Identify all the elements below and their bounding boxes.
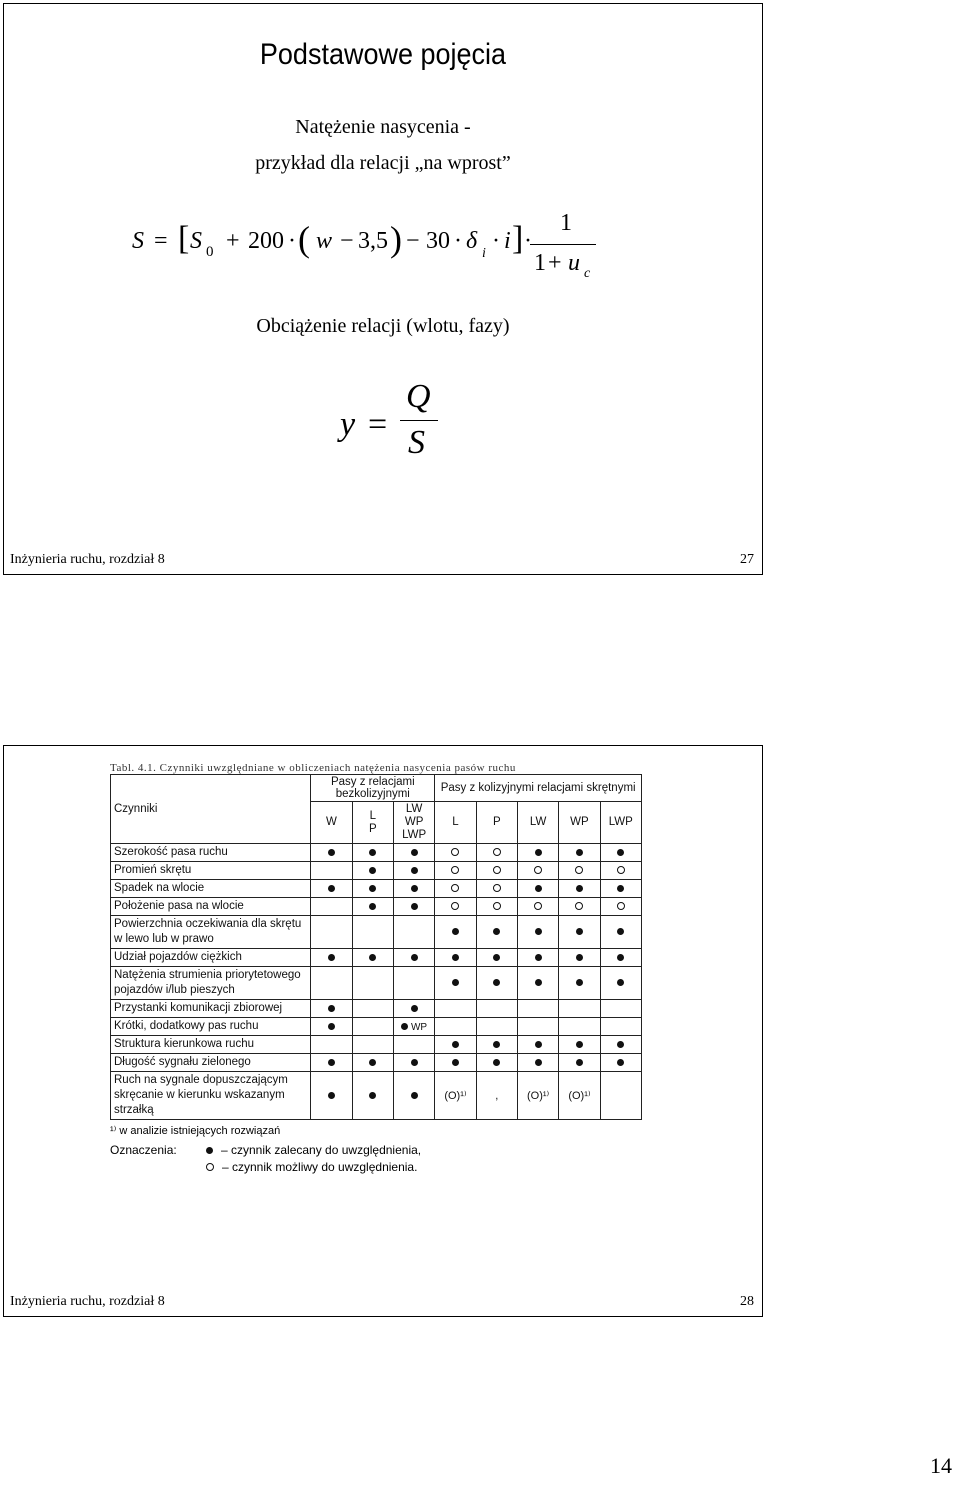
filled-dot-icon [617,954,624,961]
factor-cell [559,1000,600,1018]
factor-cell [600,949,641,967]
formula-plus: + [226,228,240,254]
factor-cell [517,1018,558,1036]
factor-cell [517,1000,558,1018]
factor-cell: (O)¹⁾ [517,1072,558,1120]
factor-cell [393,844,434,862]
factor-cell [559,880,600,898]
filled-dot-icon [369,1059,376,1066]
factor-label: Natężenia strumienia priorytetowego pojazdów i/lub pieszych [111,967,311,1000]
fraction-den-u: u [568,250,580,276]
factor-cell [311,1072,352,1120]
filled-dot-icon [535,928,542,935]
column-header: LWP [600,802,641,844]
factor-cell [393,898,434,916]
factor-cell [476,880,517,898]
filled-dot-icon [328,954,335,961]
factor-label: Ruch na sygnale dopuszczającym skręcanie w kierunku wskazanym strzałką [111,1072,311,1120]
filled-dot-icon [535,1059,542,1066]
factor-cell [352,949,393,967]
footer-chapter: Inżynieria ruchu, rozdział 8 [10,1294,165,1309]
footnote: ¹⁾ w analizie istniejących rozwiązań [110,1125,281,1137]
factor-cell [559,949,600,967]
filled-dot-icon [493,1041,500,1048]
filled-dot-icon [452,1041,459,1048]
fraction-den-1: 1 [534,250,546,276]
factor-cell [600,880,641,898]
factor-label: Spadek na wlocie [111,880,311,898]
factor-cell [352,967,393,1000]
factor-label: Długość sygnału zielonego [111,1054,311,1072]
empty-circle-icon [617,866,625,874]
filled-dot-icon [328,1059,335,1066]
factor-cell [352,916,393,949]
factor-cell [600,862,641,880]
empty-circle-icon [493,902,501,910]
table-row [111,844,642,862]
slide-number: 27 [740,552,754,567]
empty-circle-icon [451,884,459,892]
factor-cell [352,1054,393,1072]
formula-S0: S [190,228,202,254]
factor-cell [476,967,517,1000]
subtitle-load: Obciążenie relacji (wlotu, fazy) [256,315,510,337]
filled-dot-icon [369,1092,376,1099]
filled-dot-icon [411,849,418,856]
formula-S: S [132,228,144,254]
factor-label: Szerokość pasa ruchu [111,844,311,862]
filled-dot-icon [411,1059,418,1066]
formula-dot-3: · [492,228,500,254]
fraction-den-sub: c [584,266,591,281]
factor-cell [600,916,641,949]
empty-circle-icon [575,866,583,874]
filled-dot-icon [493,954,500,961]
subtitle-saturation-flow: Natężenie nasycenia - [295,116,471,138]
factor-cell [435,898,476,916]
filled-dot-icon [493,1059,500,1066]
factor-cell [476,1036,517,1054]
factor-cell [352,862,393,880]
factor-cell [517,949,558,967]
filled-dot-icon [452,979,459,986]
formula-delta: δ [466,228,478,254]
empty-circle-icon [451,848,459,856]
column-header: P [476,802,517,844]
factor-cell [435,1036,476,1054]
legend-ring-text: – czynnik możliwy do uwzględnienia. [222,1160,418,1174]
formula-y: y [340,406,356,443]
legend-dot-text: – czynnik zalecany do uwzględnienia, [221,1143,422,1157]
empty-circle-icon [493,866,501,874]
factor-cell [311,916,352,949]
factor-cell [311,967,352,1000]
column-header: W [311,802,352,844]
filled-dot-icon [411,867,418,874]
factor-cell [435,949,476,967]
factors-table [110,774,642,1120]
factor-cell [476,1000,517,1018]
factor-cell [393,916,434,949]
filled-dot-icon [452,954,459,961]
formula-dot-4: · [524,228,532,254]
factor-cell [311,1054,352,1072]
filled-dot-icon [617,979,624,986]
table-row [111,1054,642,1072]
filled-dot-icon [576,979,583,986]
factor-cell [600,967,641,1000]
factor-cell [559,967,600,1000]
fraction-den-plus: + [548,250,562,276]
factor-cell [435,1054,476,1072]
factor-cell [435,1000,476,1018]
factor-cell [311,1018,352,1036]
filled-dot-icon [617,928,624,935]
footer-chapter: Inżynieria ruchu, rozdział 8 [10,552,165,567]
factor-cell [476,949,517,967]
empty-circle-icon [534,866,542,874]
saturation-flow-formula [132,210,612,290]
formula-delta-sub: i [482,246,486,261]
slide-27 [3,3,763,575]
filled-dot-icon [411,903,418,910]
fraction-numerator: 1 [560,210,572,236]
slide-title: Podstawowe pojęcia [259,38,507,71]
formula-200: 200 [248,228,284,254]
header-czynniki: Czynniki [111,775,311,844]
empty-circle-icon [493,848,501,856]
factor-cell [435,880,476,898]
factor-cell [393,1000,434,1018]
factor-cell [393,949,434,967]
table-caption: Tabl. 4.1. Czynniki uwzględniane w obliczeniach natężenia nasycenia pasów ruchu [110,762,516,774]
factor-label: Promień skrętu [111,862,311,880]
load-formula [340,376,460,476]
factor-cell [435,844,476,862]
slide-28 [3,745,763,1317]
factor-cell [352,1000,393,1018]
empty-circle-icon [451,866,459,874]
factor-cell [559,916,600,949]
filled-dot-icon [576,885,583,892]
formula-Q: Q [406,378,431,415]
factor-cell [476,844,517,862]
factor-cell [517,916,558,949]
factor-cell [517,862,558,880]
formula-minus-2: − [406,228,420,254]
column-header: WP [559,802,600,844]
factor-cell [311,862,352,880]
load-fraction-bar [400,420,438,421]
factor-cell [559,898,600,916]
factor-cell [600,1072,641,1120]
fraction-bar [530,244,596,245]
filled-dot-icon [493,928,500,935]
legend [110,1143,642,1177]
factor-cell [517,898,558,916]
filled-dot-icon [617,849,624,856]
slide-number: 28 [740,1294,754,1309]
filled-dot-icon [452,928,459,935]
factor-cell [476,898,517,916]
filled-dot-icon [576,849,583,856]
factor-label: Przystanki komunikacji zbiorowej [111,1000,311,1018]
filled-dot-icon [535,954,542,961]
filled-dot-icon [369,867,376,874]
factor-cell [600,1054,641,1072]
table-row [111,1036,642,1054]
filled-dot-icon [369,903,376,910]
empty-circle-icon [493,884,501,892]
empty-circle-icon [575,902,583,910]
factor-cell [517,880,558,898]
factor-cell [517,1036,558,1054]
factor-cell [476,862,517,880]
factor-cell [600,1000,641,1018]
filled-dot-icon [493,979,500,986]
filled-dot-icon [411,954,418,961]
factor-cell [517,1054,558,1072]
factor-cell [352,844,393,862]
factor-cell [352,880,393,898]
factor-cell: (O)¹⁾ [435,1072,476,1120]
factor-label: Położenie pasa na wlocie [111,898,311,916]
formula-lbracket: [ [178,220,190,257]
factor-cell [393,967,434,1000]
subtitle-example: przykład dla relacji „na wprost” [255,152,511,174]
filled-dot-icon [328,1092,335,1099]
filled-dot-icon [206,1147,213,1154]
factor-cell [311,1036,352,1054]
factor-cell [559,1054,600,1072]
factor-cell: , [476,1072,517,1120]
formula-lparen: ( [298,219,310,259]
factor-cell [352,898,393,916]
formula-S-den: S [408,424,425,461]
formula-y-eq: = [368,406,388,443]
filled-dot-icon [328,1005,335,1012]
legend-key: Oznaczenia: [110,1143,177,1157]
filled-dot-icon [369,954,376,961]
empty-circle-icon [206,1163,214,1171]
filled-dot-icon [328,885,335,892]
factor-label: Powierzchnia oczekiwania dla skrętu w lewo lub w prawo [111,916,311,949]
factor-cell [311,1000,352,1018]
factor-cell [476,1018,517,1036]
formula-rparen: ) [390,219,402,259]
factor-label: Udział pojazdów ciężkich [111,949,311,967]
column-header: LW WP LWP [393,802,434,844]
factor-cell [393,862,434,880]
factor-cell [559,844,600,862]
empty-circle-icon [617,902,625,910]
table-row [111,898,642,916]
factor-cell [393,1054,434,1072]
factor-cell [600,1018,641,1036]
formula-i: i [504,228,511,254]
filled-dot-icon [328,1023,335,1030]
table-row [111,1018,642,1036]
factor-cell [559,862,600,880]
factor-cell [435,916,476,949]
factor-label: Krótki, dodatkowy pas ruchu [111,1018,311,1036]
page-number: 14 [930,1453,952,1478]
filled-dot-icon [369,849,376,856]
table-row [111,967,642,1000]
header-group-conflicting: Pasy z kolizyjnymi relacjami skrętnymi [435,775,642,802]
table-row [111,862,642,880]
column-header: LW [517,802,558,844]
factor-cell [393,1072,434,1120]
factor-cell [435,862,476,880]
factor-cell [393,1018,434,1036]
filled-dot-icon [535,849,542,856]
cell-note: WP [408,1021,428,1033]
empty-circle-icon [534,902,542,910]
filled-dot-icon [535,885,542,892]
formula-eq: = [154,228,168,254]
factor-cell [352,1018,393,1036]
factor-label: Struktura kierunkowa ruchu [111,1036,311,1054]
factor-cell [352,1072,393,1120]
factor-cell [517,844,558,862]
filled-dot-icon [411,1092,418,1099]
formula-S0-sub: 0 [206,244,214,260]
filled-dot-icon [328,849,335,856]
factor-cell [435,967,476,1000]
table-row [111,880,642,898]
factor-cell [393,880,434,898]
column-header: L P [352,802,393,844]
factor-cell [559,1018,600,1036]
header-group-collision-free: Pasy z relacjami bezkolizyjnymi [311,775,435,802]
factor-cell [600,1036,641,1054]
filled-dot-icon [576,1059,583,1066]
filled-dot-icon [576,1041,583,1048]
factors-table-image [110,762,642,1177]
formula-w: w [316,228,333,254]
formula-minus-1: − [340,228,354,254]
filled-dot-icon [369,885,376,892]
filled-dot-icon [617,1041,624,1048]
formula-rbracket: ] [512,220,524,257]
table-row [111,949,642,967]
factor-cell [435,1018,476,1036]
formula-30: 30 [426,228,450,254]
filled-dot-icon [452,1059,459,1066]
factor-cell [559,1036,600,1054]
filled-dot-icon [535,1041,542,1048]
filled-dot-icon [411,885,418,892]
factor-cell [600,844,641,862]
filled-dot-icon [535,979,542,986]
table-row [111,1000,642,1018]
factor-cell [311,844,352,862]
table-body [111,844,642,1120]
filled-dot-icon [411,1005,418,1012]
factor-cell [476,916,517,949]
factor-cell [311,880,352,898]
factor-cell [476,1054,517,1072]
filled-dot-icon [617,885,624,892]
column-header: L [435,802,476,844]
formula-dot-2: · [454,228,462,254]
table-row [111,1072,642,1120]
factor-cell [352,1036,393,1054]
filled-dot-icon [617,1059,624,1066]
filled-dot-icon [576,954,583,961]
factor-cell [600,898,641,916]
table-row [111,916,642,949]
factor-cell [517,967,558,1000]
formula-3-5: 3,5 [358,228,388,254]
factor-cell: (O)¹⁾ [559,1072,600,1120]
factor-cell [311,949,352,967]
formula-dot-1: · [288,228,296,254]
filled-dot-icon [576,928,583,935]
empty-circle-icon [451,902,459,910]
factor-cell [393,1036,434,1054]
factor-cell [311,898,352,916]
